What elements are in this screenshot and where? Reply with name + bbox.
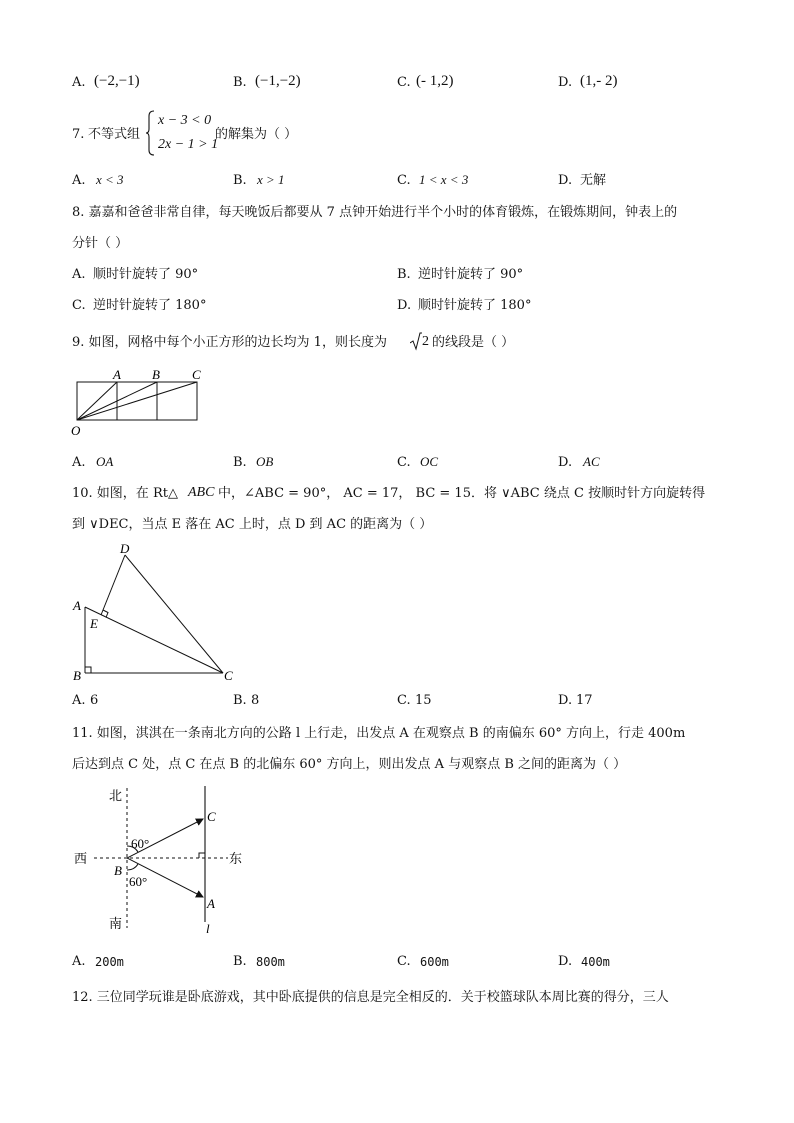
q10-segment-de [101,555,125,615]
q9-segment-oa [77,382,117,420]
q8-option-c-label: C. [72,298,86,313]
q11-label-c: C [207,809,216,824]
q7-number: 7. [72,127,85,142]
q9-sqrt-value: 2 [422,334,429,349]
q10-option-c: 15 [415,693,432,708]
q8-option-b: 逆时针旋转了 90° [418,267,524,282]
q11-label-l: l [206,921,210,936]
q9-option-a: OA [96,454,114,469]
q9-label-a: A [113,367,121,382]
q9-option-d: AC [583,454,600,469]
q9-option-c: OC [420,454,439,469]
q7-prefix: 不等式组 [88,127,141,142]
q11-option-c-label: C. [397,954,411,969]
q6-option-b: (−1,−2) [255,73,301,89]
q11-label-west: 西 [74,851,88,866]
q8-option-d: 顺时针旋转了 180° [418,298,532,313]
q9-sqrt-icon [410,331,422,351]
q9-option-b: OB [256,454,274,469]
q7-option-b-label: B. [233,173,247,188]
q7-option-c-label: C. [397,173,411,188]
q9-segment-oc [77,382,197,420]
q8-line-2: 分针（ ） [72,236,129,251]
q11-angle-arc-south [127,864,138,870]
q7-brace-icon [146,110,156,156]
q10-option-d-label: D. [558,693,573,708]
q10-right-angle-b [85,667,91,673]
q9-option-b-label: B. [233,455,247,470]
q7-option-c: 1 < x < 3 [419,172,469,187]
q8-option-a-label: A. [72,267,86,282]
q10-option-a-label: A. [72,693,86,708]
q7-option-d-label: D. [558,173,573,188]
q6-option-a: (−2,−1) [94,73,140,89]
q9-label-o: O [71,423,81,438]
q10-label-d: D [120,541,130,556]
q11-label-south: 南 [109,916,123,931]
q11-line-1: 11. 如图，淇淇在一条南北方向的公路 l 上行走，出发点 A 在观察点 B 的南偏东 60° 方向上，行走 400m [72,726,686,741]
q6-option-b-label: B. [233,75,247,90]
q10-line-1b: ABC [188,485,215,500]
q11-option-a-label: A. [72,954,86,969]
q6-option-c-label: C. [397,75,411,90]
q11-label-a: A [207,896,215,911]
q8-option-b-label: B. [397,267,411,282]
q10-label-b: B [73,668,81,683]
q6-option-c: (- 1,2) [416,73,454,89]
q6-option-d-label: D. [558,75,573,90]
q10-triangle-figure [68,540,243,685]
q11-option-d-label: D. [558,954,573,969]
q7-inequality-2: 2x − 1 > 1 [158,137,219,152]
q7-option-a: x < 3 [96,172,124,187]
q11-right-angle-mark [199,853,205,858]
q7-inequality-1: x − 3 < 0 [158,113,212,128]
q11-label-east: 东 [229,851,243,866]
q10-segment-dc [125,555,223,673]
q8-option-d-label: D. [397,298,412,313]
q7-option-a-label: A. [72,173,86,188]
q8-option-c: 逆时针旋转了 180° [93,298,207,313]
q11-option-a: 200m [95,955,124,969]
q11-label-north: 北 [109,788,123,803]
q7-option-b: x > 1 [257,172,285,187]
q11-label-angle-north: 60° [131,836,150,851]
q8-option-a: 顺时针旋转了 90° [93,267,199,282]
q11-label-b: B [114,863,122,878]
q10-label-e: E [90,616,98,631]
q11-label-angle-south: 60° [129,874,148,889]
q10-segment-ac [85,607,223,673]
q9-prefix: 9. 如图，网格中每个小正方形的边长均为 1，则长度为 [72,335,387,350]
q11-option-c: 600m [420,955,449,969]
q12-line-1: 12. 三位同学玩谁是卧底游戏，其中卧底提供的信息是完全相反的．关于校篮球队本周比赛的得分，三人 [72,990,669,1005]
q10-option-b-label: B. [233,693,247,708]
q9-option-a-label: A. [72,455,86,470]
q7-suffix: 的解集为（ ） [215,127,298,142]
q11-option-b: 800m [256,955,285,969]
q9-option-c-label: C. [397,455,411,470]
q11-option-b-label: B. [233,954,247,969]
q6-option-d: (1,- 2) [580,73,618,89]
q9-suffix: 的线段是（ ） [432,335,515,350]
q9-label-c: C [192,367,201,382]
q10-line-2: 到 ∨DEC，当点 E 落在 AC 上时，点 D 到 AC 的距离为（ ） [72,517,433,532]
q11-compass-figure [68,780,258,940]
q10-label-a: A [73,598,81,613]
q6-option-a-label: A. [72,75,86,90]
q10-option-c-label: C. [397,693,411,708]
q10-label-c: C [224,668,233,683]
q11-line-2: 后达到点 C 处，点 C 在点 B 的北偏东 60° 方向上，则出发点 A 与观察点 B 之间的距离为（ ） [72,757,627,772]
q10-line-1a: 10. 如图，在 Rt△ [72,486,178,501]
q10-option-a: 6 [90,693,99,708]
q10-line-1c: 中，∠ABC = 90°， AC = 17， BC = 15．将 ∨ABC 绕点 C 按顺时针方向旋转得 [218,486,706,501]
q7-option-d: 无解 [580,173,607,188]
q8-line-1: 8. 嘉嘉和爸爸非常自律，每天晚饭后都要从 7 点钟开始进行半个小时的体育锻炼，在锻炼期间，钟表上的 [72,205,678,220]
q9-grid-figure [68,364,208,440]
q9-option-d-label: D. [558,455,573,470]
q9-label-b: B [152,367,160,382]
q10-option-b: 8 [251,693,260,708]
q11-option-d: 400m [581,955,610,969]
q10-option-d: 17 [576,693,593,708]
